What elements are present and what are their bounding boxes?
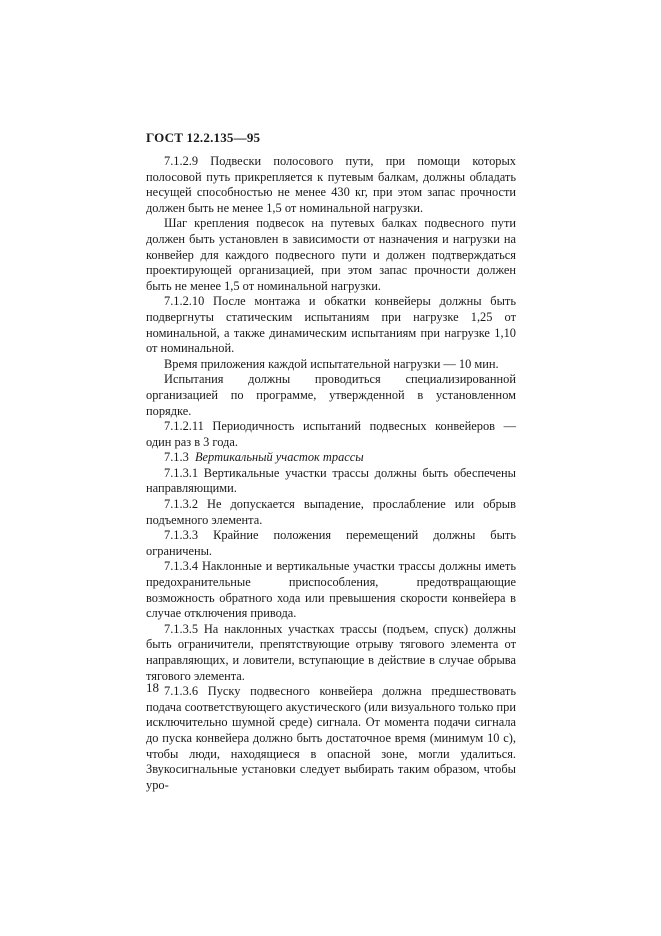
page-number: 18 [146,680,159,695]
paragraph-7-1-3-5: 7.1.3.5 На наклонных участках трассы (подъем, спуск) должны быть ограничители, препятствующие отрыву тягового элемента от направляющих, и ловители, вступающие в действие в случае обрыва тягового элемента. [146,621,516,683]
paragraph-7-1-2-11: 7.1.2.11 Периодичность испытаний подвесных конвейеров — один раз в 3 года. [146,419,516,449]
paragraph-7-1-2-9: 7.1.2.9 Подвески полосового пути, при помощи которых полосовой путь прикрепляется к путевым балкам, должны обладать несущей способностью не менее 430 кг, при этом запас прочности должен быть не менее 1,5 от номинальной нагрузки. [146,154,516,215]
subsection-number: 7.1.3 [164,450,189,465]
paragraph-7-1-3-4: 7.1.3.4 Наклонные и вертикальные участки трассы должны иметь предохранительные приспособления, предотвращающие возможность обратного хода или превышения скорости конвейера в случае отключения привода. [146,559,516,621]
document-body [146,154,516,793]
paragraph-7-1-3-3: 7.1.3.3 Крайние положения перемещений должны быть ограничены. [146,528,516,558]
document-header: ГОСТ 12.2.135—95 [146,130,261,145]
paragraph-7-1-3-6: 7.1.3.6 Пуску подвесного конвейера должна предшествовать подача соответствующего акустического (или визуального только при исключительно шумной среде) сигнала. От момента подачи сигнала до пуска конвейера должно быть достаточное время (минимум 10 с), чтобы люди, находящиеся в опасной зоне, могли удалиться. Звукосигнальные установки следует выбирать таким образом, чтобы уро- [146,684,516,792]
paragraph-7-1-3-2: 7.1.3.2 Не допускается выпадение, прослабление или обрыв подъемного элемента. [146,497,516,527]
subsection-title: Вертикальный участок трассы [194,450,364,465]
paragraph-testing-org: Испытания должны проводиться специализированной организацией по программе, утвержденной в установленном порядке. [146,372,516,418]
paragraph-load-time: Время приложения каждой испытательной нагрузки — 10 мин. [164,356,499,371]
subsection-heading [146,450,516,466]
paragraph-suspension-step: Шаг крепления подвесок на путевых балках подвесного пути должен быть установлен в зависимости от назначения и нагрузки на конвейер для каждого подвесного пути и должен подтверждаться проектирующей организацией, при этом запас прочности должен быть не менее 1,5 от номинальной нагрузки. [146,216,516,293]
paragraph-7-1-2-10: 7.1.2.10 После монтажа и обкатки конвейеры должны быть подвергнуты статическим испытаниям при нагрузке 1,25 от номинальной, а также динамическим испытаниям при нагрузке 1,10 от номинальной. [146,294,516,356]
paragraph-7-1-3-1: 7.1.3.1 Вертикальные участки трассы должны быть обеспечены направляющими. [146,465,516,496]
